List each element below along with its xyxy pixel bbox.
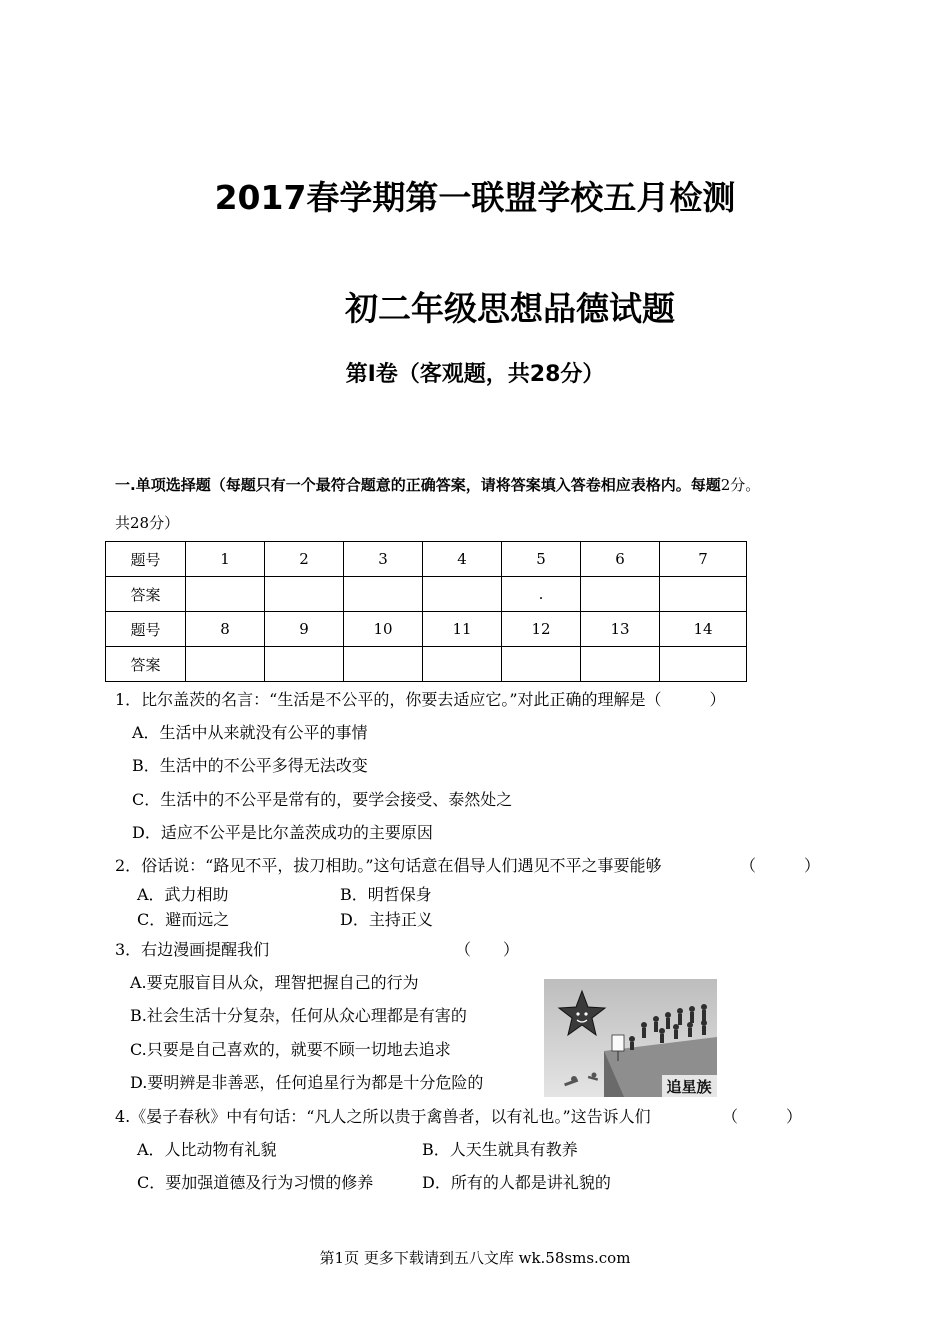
table-cell: 9 [265,612,344,647]
cartoon-illustration [544,979,717,1097]
question-4-bracket: （ ） [722,1107,803,1126]
question-4-option-d: D．所有的人都是讲礼貌的 [422,1173,611,1192]
table-cell: 5 [502,542,581,577]
star-chasers-cartoon-icon [544,979,717,1097]
table-cell: 13 [581,612,660,647]
answer-cell[interactable] [423,577,502,612]
table-cell: 答案 [106,647,186,682]
question-4-option-a: A．人比动物有礼貌 [137,1140,277,1159]
answer-cell[interactable] [186,647,265,682]
question-2-bracket: （ ） [740,856,821,875]
table-cell: 1 [186,542,265,577]
answer-cell[interactable] [423,647,502,682]
question-2-stem: 2．俗话说：“路见不平，拔刀相助。”这句话意在倡导人们遇见不平之事要能够 [115,856,662,875]
table-cell: 答案 [106,577,186,612]
question-3-option-a: A.要克服盲目从众，理智把握自己的行为 [130,973,419,992]
question-3-bracket: （ ） [455,940,520,959]
section-title: 第Ⅰ卷（客观题，共28分） [345,362,605,387]
table-cell: 14 [660,612,747,647]
question-4-option-c: C．要加强道德及行为习惯的修养 [137,1173,374,1192]
question-3-stem: 3．右边漫画提醒我们 [115,940,270,959]
answer-cell[interactable] [581,577,660,612]
question-2-option-c: C．避而远之 [137,910,230,929]
question-2-option-b: B．明哲保身 [340,885,432,904]
question-3-option-d: D.要明辨是非善恶，任何追星行为都是十分危险的 [130,1073,484,1092]
answer-cell[interactable] [344,577,423,612]
table-row [106,577,747,612]
table-cell: 6 [581,542,660,577]
cartoon-label: 追星族 [666,1078,712,1096]
question-2-option-d: D．主持正义 [340,910,433,929]
question-4-stem: 4.《晏子春秋》中有句话：“凡人之所以贵于禽兽者，以有礼也。”这告诉人们 [115,1107,651,1126]
question-4-option-b: B．人天生就具有教养 [422,1140,578,1159]
question-1-option-b: B．生活中的不公平多得无法改变 [132,756,368,775]
table-cell: 8 [186,612,265,647]
table-cell: 题号 [106,542,186,577]
answer-cell[interactable] [265,647,344,682]
question-2-option-a: A．武力相助 [137,885,229,904]
answer-cell[interactable] [660,647,747,682]
answer-cell[interactable] [660,577,747,612]
answer-cell[interactable]: . [502,577,581,612]
answer-cell[interactable] [186,577,265,612]
answer-table [105,541,747,682]
table-cell: 题号 [106,612,186,647]
question-3-option-b: B.社会生活十分复杂，任何从众心理都是有害的 [130,1006,467,1025]
answer-cell[interactable] [502,647,581,682]
exam-subtitle: 初二年级思想品德试题 [345,289,675,328]
question-1-option-c: C．生活中的不公平是常有的，要学会接受、泰然处之 [132,790,513,809]
page-footer: 第1页 更多下载请到五八文库 wk.58sms.com [319,1249,631,1267]
exam-title: 2017春学期第一联盟学校五月检测 [214,178,736,217]
question-1-stem: 1．比尔盖茨的名言：“生活是不公平的，你要去适应它。”对此正确的理解是（ ） [115,690,726,709]
table-cell: 7 [660,542,747,577]
table-cell: 3 [344,542,423,577]
table-row [106,612,747,647]
instructions-line2: 共28分） [115,514,180,532]
table-cell: 11 [423,612,502,647]
table-cell: 4 [423,542,502,577]
table-row [106,647,747,682]
question-1-option-a: A．生活中从来就没有公平的事情 [132,723,368,742]
table-cell: 2 [265,542,344,577]
table-cell: 12 [502,612,581,647]
table-row [106,542,747,577]
instructions-bold: 一.单项选择题（每题只有一个最符合题意的正确答案，请将答案填入答卷相应表格内。每题 [115,476,721,494]
answer-cell[interactable] [344,647,423,682]
answer-cell[interactable] [265,577,344,612]
instructions-score: 2分。 [720,476,761,494]
instructions [115,474,760,495]
question-3-option-c: C.只要是自己喜欢的，就要不顾一切地去追求 [130,1040,451,1059]
table-cell: 10 [344,612,423,647]
answer-cell[interactable] [581,647,660,682]
question-1-option-d: D．适应不公平是比尔盖茨成功的主要原因 [132,823,433,842]
